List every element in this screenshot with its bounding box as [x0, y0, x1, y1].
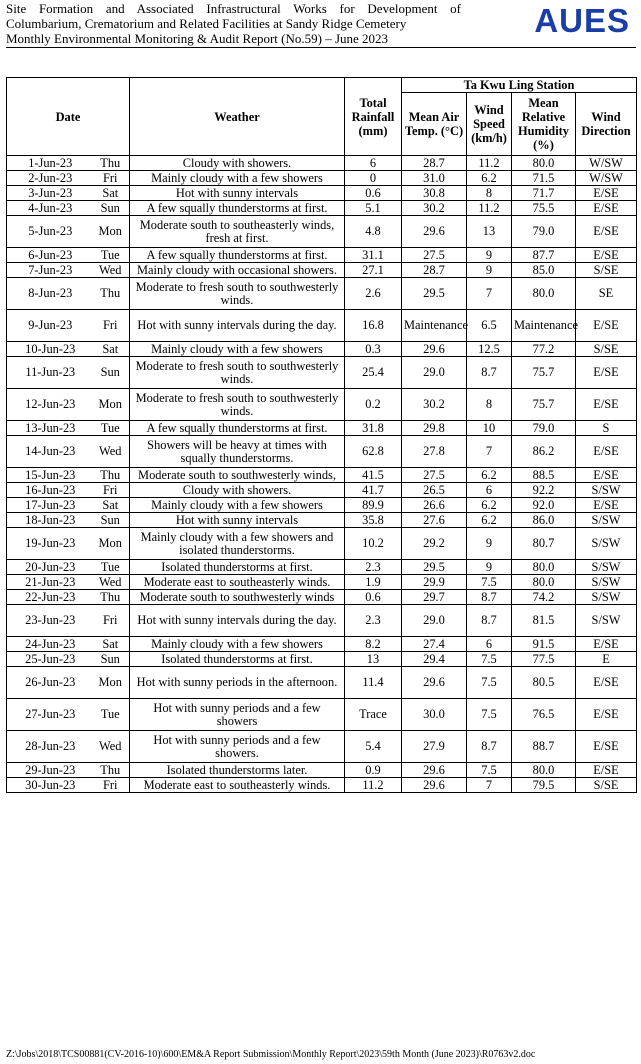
date-cell: 2-Jun-23 [7, 171, 92, 186]
rainfall-cell: 0.2 [345, 389, 402, 421]
rainfall-cell: 16.8 [345, 310, 402, 342]
temp-cell: 29.6 [402, 342, 467, 357]
report-title-line-3: Monthly Environmental Monitoring & Audit Report (No.59) – June 2023 [6, 31, 389, 46]
temp-cell: 29.6 [402, 216, 467, 248]
date-cell: 26-Jun-23 [7, 667, 92, 699]
day-cell: Fri [92, 778, 130, 793]
wind-direction-cell: S/SW [576, 560, 637, 575]
weather-cell: Moderate to fresh south to southwesterly winds. [130, 389, 345, 421]
header-station: Ta Kwu Ling Station [402, 78, 637, 93]
table-row [7, 171, 637, 186]
rainfall-cell: 41.7 [345, 483, 402, 498]
day-cell: Fri [92, 171, 130, 186]
wind-speed-cell: 11.2 [467, 201, 512, 216]
header-date: Date [7, 78, 130, 156]
humidity-cell: 80.7 [512, 528, 576, 560]
temp-cell: 29.2 [402, 528, 467, 560]
date-cell: 20-Jun-23 [7, 560, 92, 575]
table-row [7, 731, 637, 763]
rainfall-cell: 2.6 [345, 278, 402, 310]
date-cell: 29-Jun-23 [7, 763, 92, 778]
date-cell: 11-Jun-23 [7, 357, 92, 389]
day-cell: Wed [92, 575, 130, 590]
rainfall-cell: 13 [345, 652, 402, 667]
weather-cell: A few squally thunderstorms at first. [130, 201, 345, 216]
wind-direction-cell: E/SE [576, 699, 637, 731]
weather-cell: A few squally thunderstorms at first. [130, 248, 345, 263]
temp-cell: 29.4 [402, 652, 467, 667]
wind-speed-cell: 6.2 [467, 171, 512, 186]
table-row [7, 699, 637, 731]
table-row [7, 468, 637, 483]
weather-cell: Mainly cloudy with a few showers and isolated thunderstorms. [130, 528, 345, 560]
wind-speed-cell: 7 [467, 436, 512, 468]
header-wind-direction: Wind Direction [576, 93, 637, 156]
wind-speed-cell: 8 [467, 186, 512, 201]
table-row [7, 637, 637, 652]
wind-direction-cell: E/SE [576, 357, 637, 389]
date-cell: 5-Jun-23 [7, 216, 92, 248]
date-cell: 24-Jun-23 [7, 637, 92, 652]
wind-speed-cell: 8.7 [467, 357, 512, 389]
rainfall-cell: 2.3 [345, 605, 402, 637]
temp-cell: 29.9 [402, 575, 467, 590]
temp-cell: 29.6 [402, 778, 467, 793]
wind-direction-cell: E [576, 652, 637, 667]
day-cell: Sat [92, 186, 130, 201]
rainfall-cell: 89.9 [345, 498, 402, 513]
day-cell: Tue [92, 699, 130, 731]
wind-direction-cell: E/SE [576, 498, 637, 513]
date-cell: 21-Jun-23 [7, 575, 92, 590]
weather-table [6, 77, 637, 793]
rainfall-cell: 1.9 [345, 575, 402, 590]
rainfall-cell: 35.8 [345, 513, 402, 528]
date-cell: 19-Jun-23 [7, 528, 92, 560]
wind-direction-cell: E/SE [576, 389, 637, 421]
temp-cell: 28.7 [402, 156, 467, 171]
humidity-cell: 88.5 [512, 468, 576, 483]
humidity-cell: 75.5 [512, 201, 576, 216]
temp-cell: 27.8 [402, 436, 467, 468]
table-row [7, 667, 637, 699]
date-cell: 16-Jun-23 [7, 483, 92, 498]
day-cell: Sun [92, 652, 130, 667]
wind-speed-cell: 7.5 [467, 575, 512, 590]
rainfall-cell: 0.9 [345, 763, 402, 778]
rainfall-cell: 0.6 [345, 186, 402, 201]
rainfall-cell: 62.8 [345, 436, 402, 468]
table-row [7, 483, 637, 498]
wind-direction-cell: S/SE [576, 342, 637, 357]
wind-speed-cell: 7 [467, 778, 512, 793]
day-cell: Sun [92, 513, 130, 528]
wind-direction-cell: E/SE [576, 186, 637, 201]
temp-cell: 30.2 [402, 389, 467, 421]
rainfall-cell: 6 [345, 156, 402, 171]
temp-cell: 27.4 [402, 637, 467, 652]
table-row [7, 560, 637, 575]
date-cell: 18-Jun-23 [7, 513, 92, 528]
rainfall-cell: 11.2 [345, 778, 402, 793]
humidity-cell: 79.5 [512, 778, 576, 793]
date-cell: 30-Jun-23 [7, 778, 92, 793]
rainfall-cell: 10.2 [345, 528, 402, 560]
file-path-footer: Z:\Jobs\2018\TCS00881(CV-2016-10)\600\EM&A Report Submission\Monthly Report\2023\59th Month (June 2023)\R0763v2.doc [6, 1049, 536, 1060]
humidity-cell: 80.0 [512, 575, 576, 590]
humidity-cell: 80.0 [512, 278, 576, 310]
wind-speed-cell: 7.5 [467, 699, 512, 731]
temp-cell: 28.7 [402, 263, 467, 278]
table-row [7, 436, 637, 468]
wind-direction-cell: SE [576, 278, 637, 310]
weather-cell: Moderate south to southwesterly winds [130, 590, 345, 605]
table-row [7, 263, 637, 278]
wind-speed-cell: 10 [467, 421, 512, 436]
day-cell: Tue [92, 421, 130, 436]
temp-cell: 27.6 [402, 513, 467, 528]
day-cell: Wed [92, 263, 130, 278]
weather-cell: Mainly cloudy with a few showers [130, 342, 345, 357]
temp-cell: 31.0 [402, 171, 467, 186]
day-cell: Thu [92, 156, 130, 171]
weather-cell: Hot with sunny intervals [130, 513, 345, 528]
humidity-cell: 75.7 [512, 357, 576, 389]
wind-direction-cell: E/SE [576, 248, 637, 263]
wind-speed-cell: 7.5 [467, 763, 512, 778]
temp-cell: 30.8 [402, 186, 467, 201]
table-row [7, 278, 637, 310]
temp-cell: 29.5 [402, 278, 467, 310]
weather-cell: Hot with sunny periods in the afternoon. [130, 667, 345, 699]
weather-cell: Isolated thunderstorms at first. [130, 560, 345, 575]
weather-cell: Mainly cloudy with a few showers [130, 637, 345, 652]
report-title [6, 1, 461, 46]
weather-cell: Hot with sunny intervals during the day. [130, 310, 345, 342]
table-row [7, 590, 637, 605]
day-cell: Sat [92, 637, 130, 652]
humidity-cell: 92.2 [512, 483, 576, 498]
day-cell: Mon [92, 216, 130, 248]
date-cell: 25-Jun-23 [7, 652, 92, 667]
weather-cell: Mainly cloudy with a few showers [130, 498, 345, 513]
humidity-cell: 74.2 [512, 590, 576, 605]
table-row [7, 528, 637, 560]
temp-cell: 30.0 [402, 699, 467, 731]
wind-direction-cell: E/SE [576, 201, 637, 216]
table-row [7, 498, 637, 513]
weather-cell: Isolated thunderstorms at first. [130, 652, 345, 667]
header-temp: Mean Air Temp. (°C) [402, 93, 467, 156]
date-cell: 10-Jun-23 [7, 342, 92, 357]
day-cell: Thu [92, 468, 130, 483]
table-row [7, 310, 637, 342]
temp-cell: 27.5 [402, 468, 467, 483]
weather-cell: Mainly cloudy with occasional showers. [130, 263, 345, 278]
weather-cell: Moderate to fresh south to southwesterly winds. [130, 357, 345, 389]
humidity-cell: 88.7 [512, 731, 576, 763]
temp-cell: 27.9 [402, 731, 467, 763]
rainfall-cell: 0 [345, 171, 402, 186]
wind-speed-cell: 9 [467, 248, 512, 263]
wind-speed-cell: 8.7 [467, 590, 512, 605]
wind-direction-cell: S [576, 421, 637, 436]
wind-speed-cell: 9 [467, 560, 512, 575]
day-cell: Sat [92, 498, 130, 513]
wind-direction-cell: S/SW [576, 605, 637, 637]
weather-cell: Moderate east to southeasterly winds. [130, 778, 345, 793]
humidity-cell: 80.0 [512, 156, 576, 171]
header-weather: Weather [130, 78, 345, 156]
weather-cell: Cloudy with showers. [130, 483, 345, 498]
aues-logo: AUES [534, 2, 630, 39]
rainfall-cell: 0.3 [345, 342, 402, 357]
table-row [7, 778, 637, 793]
table-row [7, 248, 637, 263]
temp-cell: 29.7 [402, 590, 467, 605]
rainfall-cell: 5.1 [345, 201, 402, 216]
rainfall-cell: 8.2 [345, 637, 402, 652]
temp-cell: Maintenance [402, 310, 467, 342]
humidity-cell: 92.0 [512, 498, 576, 513]
day-cell: Fri [92, 310, 130, 342]
date-cell: 23-Jun-23 [7, 605, 92, 637]
temp-cell: 29.0 [402, 357, 467, 389]
humidity-cell: 71.5 [512, 171, 576, 186]
wind-speed-cell: 9 [467, 528, 512, 560]
weather-cell: Cloudy with showers. [130, 156, 345, 171]
day-cell: Sun [92, 357, 130, 389]
humidity-cell: 76.5 [512, 699, 576, 731]
date-cell: 14-Jun-23 [7, 436, 92, 468]
table-row [7, 342, 637, 357]
wind-speed-cell: 7.5 [467, 652, 512, 667]
humidity-cell: 85.0 [512, 263, 576, 278]
wind-speed-cell: 6.2 [467, 498, 512, 513]
humidity-cell: 80.5 [512, 667, 576, 699]
date-cell: 8-Jun-23 [7, 278, 92, 310]
header-rainfall: Total Rainfall (mm) [345, 78, 402, 156]
date-cell: 7-Jun-23 [7, 263, 92, 278]
humidity-cell: 81.5 [512, 605, 576, 637]
wind-direction-cell: E/SE [576, 763, 637, 778]
temp-cell: 29.6 [402, 667, 467, 699]
date-cell: 15-Jun-23 [7, 468, 92, 483]
wind-speed-cell: 11.2 [467, 156, 512, 171]
wind-direction-cell: E/SE [576, 731, 637, 763]
rainfall-cell: 27.1 [345, 263, 402, 278]
humidity-cell: 77.2 [512, 342, 576, 357]
table-row [7, 389, 637, 421]
wind-speed-cell: 7 [467, 278, 512, 310]
temp-cell: 26.5 [402, 483, 467, 498]
date-cell: 22-Jun-23 [7, 590, 92, 605]
table-row [7, 763, 637, 778]
header-wind-speed: Wind Speed (km/h) [467, 93, 512, 156]
day-cell: Mon [92, 528, 130, 560]
date-cell: 17-Jun-23 [7, 498, 92, 513]
wind-direction-cell: S/SW [576, 590, 637, 605]
day-cell: Sat [92, 342, 130, 357]
wind-speed-cell: 7.5 [467, 667, 512, 699]
wind-speed-cell: 6.2 [467, 513, 512, 528]
wind-direction-cell: S/SW [576, 483, 637, 498]
weather-cell: Hot with sunny intervals [130, 186, 345, 201]
day-cell: Wed [92, 436, 130, 468]
day-cell: Fri [92, 605, 130, 637]
weather-cell: Showers will be heavy at times with squally thunderstorms. [130, 436, 345, 468]
header-humidity: Mean Relative Humidity (%) [512, 93, 576, 156]
humidity-cell: 80.0 [512, 560, 576, 575]
humidity-cell: 86.0 [512, 513, 576, 528]
rainfall-cell: 11.4 [345, 667, 402, 699]
day-cell: Thu [92, 590, 130, 605]
wind-speed-cell: 6 [467, 637, 512, 652]
temp-cell: 26.6 [402, 498, 467, 513]
wind-direction-cell: S/SW [576, 513, 637, 528]
wind-speed-cell: 6.2 [467, 468, 512, 483]
wind-direction-cell: S/SW [576, 575, 637, 590]
table-row [7, 575, 637, 590]
wind-direction-cell: E/SE [576, 216, 637, 248]
wind-speed-cell: 8.7 [467, 731, 512, 763]
table-row [7, 201, 637, 216]
date-cell: 1-Jun-23 [7, 156, 92, 171]
wind-direction-cell: S/SE [576, 263, 637, 278]
weather-cell: Hot with sunny intervals during the day. [130, 605, 345, 637]
wind-speed-cell: 8 [467, 389, 512, 421]
wind-speed-cell: 8.7 [467, 605, 512, 637]
temp-cell: 29.0 [402, 605, 467, 637]
temp-cell: 29.8 [402, 421, 467, 436]
humidity-cell: 91.5 [512, 637, 576, 652]
table-row [7, 186, 637, 201]
day-cell: Thu [92, 278, 130, 310]
table-row [7, 652, 637, 667]
temp-cell: 30.2 [402, 201, 467, 216]
rainfall-cell: 5.4 [345, 731, 402, 763]
date-cell: 3-Jun-23 [7, 186, 92, 201]
rainfall-cell: 25.4 [345, 357, 402, 389]
wind-speed-cell: 13 [467, 216, 512, 248]
table-row [7, 216, 637, 248]
day-cell: Fri [92, 483, 130, 498]
temp-cell: 29.6 [402, 763, 467, 778]
wind-direction-cell: E/SE [576, 436, 637, 468]
day-cell: Thu [92, 763, 130, 778]
humidity-cell: 79.0 [512, 216, 576, 248]
humidity-cell: 80.0 [512, 763, 576, 778]
rainfall-cell: 4.8 [345, 216, 402, 248]
report-title-line-1: Site Formation and Associated Infrastructural Works for Development of [6, 1, 461, 16]
date-cell: 6-Jun-23 [7, 248, 92, 263]
table-row [7, 421, 637, 436]
wind-direction-cell: S/SW [576, 528, 637, 560]
wind-direction-cell: E/SE [576, 637, 637, 652]
temp-cell: 29.5 [402, 560, 467, 575]
day-cell: Tue [92, 248, 130, 263]
wind-direction-cell: S/SE [576, 778, 637, 793]
weather-table-body [7, 156, 637, 793]
table-row [7, 156, 637, 171]
wind-direction-cell: E/SE [576, 468, 637, 483]
date-cell: 4-Jun-23 [7, 201, 92, 216]
weather-cell: A few squally thunderstorms at first. [130, 421, 345, 436]
weather-cell: Moderate to fresh south to southwesterly winds. [130, 278, 345, 310]
weather-cell: Isolated thunderstorms later. [130, 763, 345, 778]
wind-speed-cell: 6 [467, 483, 512, 498]
page-header [6, 0, 636, 48]
humidity-cell: 71.7 [512, 186, 576, 201]
rainfall-cell: 0.6 [345, 590, 402, 605]
humidity-cell: Maintenance [512, 310, 576, 342]
day-cell: Tue [92, 560, 130, 575]
temp-cell: 27.5 [402, 248, 467, 263]
date-cell: 12-Jun-23 [7, 389, 92, 421]
rainfall-cell: 2.3 [345, 560, 402, 575]
day-cell: Mon [92, 389, 130, 421]
date-cell: 27-Jun-23 [7, 699, 92, 731]
rainfall-cell: 31.1 [345, 248, 402, 263]
wind-direction-cell: E/SE [576, 310, 637, 342]
wind-direction-cell: E/SE [576, 667, 637, 699]
humidity-cell: 86.2 [512, 436, 576, 468]
wind-direction-cell: W/SW [576, 171, 637, 186]
date-cell: 13-Jun-23 [7, 421, 92, 436]
weather-cell: Moderate south to southeasterly winds, fresh at first. [130, 216, 345, 248]
wind-speed-cell: 6.5 [467, 310, 512, 342]
table-row [7, 605, 637, 637]
humidity-cell: 79.0 [512, 421, 576, 436]
weather-cell: Hot with sunny periods and a few showers. [130, 731, 345, 763]
weather-cell: Mainly cloudy with a few showers [130, 171, 345, 186]
rainfall-cell: Trace [345, 699, 402, 731]
humidity-cell: 77.5 [512, 652, 576, 667]
humidity-cell: 75.7 [512, 389, 576, 421]
table-row [7, 513, 637, 528]
report-title-line-2: Columbarium, Crematorium and Related Facilities at Sandy Ridge Cemetery [6, 16, 407, 31]
rainfall-cell: 31.8 [345, 421, 402, 436]
weather-cell: Moderate south to southwesterly winds, [130, 468, 345, 483]
rainfall-cell: 41.5 [345, 468, 402, 483]
wind-direction-cell: W/SW [576, 156, 637, 171]
day-cell: Wed [92, 731, 130, 763]
wind-speed-cell: 9 [467, 263, 512, 278]
humidity-cell: 87.7 [512, 248, 576, 263]
date-cell: 28-Jun-23 [7, 731, 92, 763]
weather-cell: Moderate east to southeasterly winds. [130, 575, 345, 590]
wind-speed-cell: 12.5 [467, 342, 512, 357]
day-cell: Mon [92, 667, 130, 699]
day-cell: Sun [92, 201, 130, 216]
date-cell: 9-Jun-23 [7, 310, 92, 342]
weather-cell: Hot with sunny periods and a few showers [130, 699, 345, 731]
table-row [7, 357, 637, 389]
